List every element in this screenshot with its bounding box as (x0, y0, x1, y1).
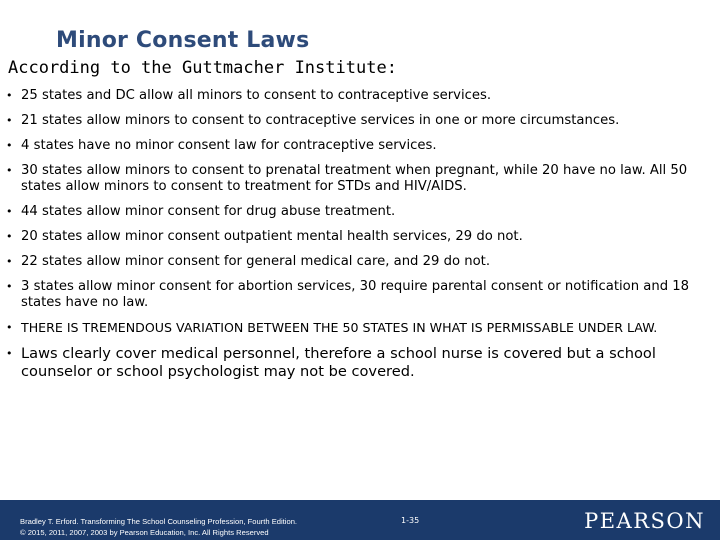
bullet-text: 21 states allow minors to consent to contraceptive services in one or more circumstances. (21, 113, 620, 128)
bullet-dot-icon: • (6, 114, 13, 127)
bullet-dot-icon: • (6, 255, 13, 268)
footer-credit-line1: Bradley T. Erford. Transforming The School Counseling Profession, Fourth Edition. (20, 517, 298, 526)
bullet-dot-icon: • (6, 280, 13, 293)
slide-title: Minor Consent Laws (56, 28, 310, 53)
bullet-text: 25 states and DC allow all minors to consent to contraceptive services. (21, 88, 492, 103)
bullet-text: 30 states allow minors to consent to prenatal treatment when pregnant, while 20 have no law. All 50 states allow minors to consent to treatment for STDs and HIV/AIDS. (21, 163, 688, 194)
bullet-item (6, 254, 698, 270)
footer-bar (0, 500, 720, 540)
bullet-text: 44 states allow minor consent for drug abuse treatment. (21, 204, 396, 219)
bullet-item (6, 163, 698, 195)
bullet-text: 22 states allow minor consent for general medical care, and 29 do not. (21, 254, 491, 269)
bullet-text: 20 states allow minor consent outpatient mental health services, 29 do not. (21, 229, 523, 244)
bullet-text: Laws clearly cover medical personnel, therefore a school nurse is covered but a school counselor or school psychologist may not be covered. (21, 345, 656, 380)
slide-subtitle: According to the Guttmacher Institute: (8, 58, 397, 78)
footer-credit-line2: © 2015, 2011, 2007, 2003 by Pearson Education, Inc. All Rights Reserved (20, 528, 269, 537)
bullet-item (6, 320, 698, 336)
pearson-logo: PEARSON (584, 509, 705, 533)
bullet-dot-icon: • (6, 321, 13, 334)
bullet-item (6, 138, 698, 154)
page-number: 1-35 (401, 516, 420, 525)
bullet-dot-icon: • (6, 89, 13, 102)
bullet-text: THERE IS TREMENDOUS VARIATION BETWEEN THE 50 STATES IN WHAT IS PERMISSABLE UNDER LAW. (21, 320, 658, 335)
bullet-dot-icon: • (6, 139, 13, 152)
bullet-item (6, 279, 698, 311)
bullet-item (6, 204, 698, 220)
bullet-item (6, 345, 698, 380)
bullet-dot-icon: • (6, 347, 13, 360)
footer-credit (20, 516, 297, 538)
bullet-dot-icon: • (6, 205, 13, 218)
bullet-item (6, 113, 698, 129)
bullet-dot-icon: • (6, 164, 13, 177)
bullet-item (6, 229, 698, 245)
bullet-text: 4 states have no minor consent law for contraceptive services. (21, 138, 437, 153)
bullet-item (6, 88, 698, 104)
bullet-text: 3 states allow minor consent for abortion services, 30 require parental consent or notification and 18 states have no law. (21, 279, 690, 310)
bullet-list (6, 88, 698, 389)
bullet-dot-icon: • (6, 230, 13, 243)
